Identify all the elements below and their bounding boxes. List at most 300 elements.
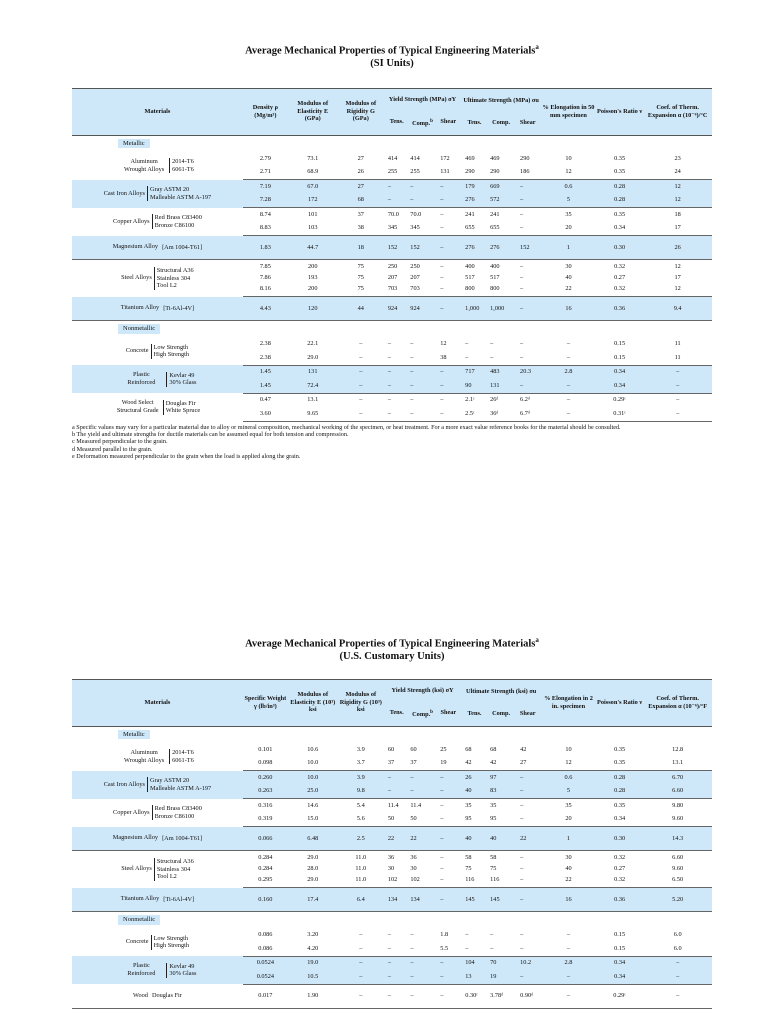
table-cell: 0.36 [596,888,643,912]
table-cell: – [436,956,461,970]
table-cell: 25.0 [288,785,338,799]
table-cell: 10.2 [516,956,541,970]
material-group-name: Aluminum Wrought Alloys [124,157,165,173]
table-cell: 37 [357,210,364,218]
material-subtype: Malleable ASTM A-197 [149,784,212,792]
table-cell: – [436,297,461,321]
table-cell: – [384,180,406,194]
header-poisson: Poisson's Ratio ν [596,679,643,726]
category-metallic-row [72,135,712,152]
table-cell: – [516,874,541,888]
table-cell: – [359,931,363,939]
table-cell: 11 [674,340,681,348]
material-group-name: Concrete [125,938,149,946]
table-row [72,393,712,407]
table-cell: 2.5 [338,827,384,851]
table-cell: 134 [406,888,436,912]
header-coef: Coef. of Therm. Expansion α (10⁻⁶)/°F [643,679,712,726]
table-cell: – [516,970,541,984]
header-comp-sup: b [430,118,433,124]
table-cell: 6.48 [288,827,338,851]
table-cell: 400 [490,262,500,270]
table-cell: 37 [406,757,436,771]
material-bracket [154,858,194,881]
table-cell: 102 [406,874,436,888]
table-cell: – [520,801,524,809]
category-nonmetallic-label: Nonmetallic [118,324,160,334]
table-cell: 68 [338,194,384,208]
table-cell: – [516,222,541,236]
table-cell: 11.4 [410,801,422,809]
table-cell: – [520,340,524,348]
table-cell: 255 [406,166,436,180]
table-cell: 1.8 [440,931,449,939]
footnote: c Measured perpendicular to the grain. [72,438,168,446]
table-cell: 0.35 [596,757,643,771]
table-cell: – [384,407,406,421]
table-cell: 60 [387,745,395,753]
table-cell: 9.60 [672,865,684,873]
table-cell: – [486,942,516,956]
header-modulus_e: Modulus of Elasticity E (10³) ksi [288,679,338,726]
material-subtype: Tool L2 [156,873,177,880]
material-subtype: Red Brass C83400 [154,805,202,812]
table-cell: 3.7 [338,757,384,771]
table-cell: 3.78ᵈ [486,984,516,1008]
table-cell: 23 [674,154,681,162]
table-cell: 0.086 [258,931,273,939]
header-yield [384,679,461,726]
table-cell: – [406,379,436,393]
material-subtype: Gray ASTM 20 [149,777,190,784]
table-cell: 0.101 [258,745,273,753]
table-cell: – [541,970,596,984]
table-cell: – [338,970,384,984]
table-cell: 50 [384,813,406,827]
table-cell: 5.20 [643,888,712,912]
header-comp-label: Comp. [412,119,431,127]
table-cell: 0.90ᵈ [516,984,541,1008]
table-cell: 97 [486,771,516,785]
table-cell: – [436,407,461,421]
table-cell: 0.263 [243,785,288,799]
category-nonmetallic-row [72,321,712,338]
table-cell: 0.35 [614,154,626,162]
table-cell: 483 [486,365,516,379]
material-subtype: Malleable ASTM A-197 [149,193,212,201]
table-cell: 0.284 [258,865,273,873]
table-cell: 0.31ᶜ [596,407,643,421]
header-tens: Tens. [467,709,482,717]
table-cell: 120 [288,297,338,321]
table-row [72,771,712,785]
table-cell: – [387,931,392,939]
material-group-name: Cast Iron Alloys [103,189,145,197]
table-cell: 5 [541,785,596,799]
us-title: Average Mechanical Properties of Typical Engineering Materials$^a$ [245,636,539,650]
table-cell: 30 [565,853,572,861]
material-bracket [169,158,194,173]
header-tens: Tens. [389,708,404,716]
table-cell: 36 [410,853,417,861]
header-elong: % Elongation in 2 in. specimen [541,679,596,726]
table-cell: – [436,194,461,208]
table-cell: – [541,379,596,393]
table-cell: – [436,827,461,851]
table-cell: 11.0 [355,865,367,873]
table-row [72,152,712,166]
table-cell: 0.32 [614,262,626,270]
table-cell: 20 [541,813,596,827]
table-cell: 116 [486,874,516,888]
table-cell: 75 [490,865,497,873]
table-cell: 17.4 [288,888,338,912]
table-cell: – [440,210,444,218]
table-cell: 12 [643,194,712,208]
table-cell: 6.50 [643,874,712,888]
table-cell: 17 [674,274,681,282]
material-subtype: Kevlar 49 [169,962,195,970]
table-cell: 11.0 [338,874,384,888]
table-row [72,956,712,970]
table-cell: 152 [516,236,541,260]
table-cell: 276 [461,236,486,260]
table-cell: 68.9 [288,166,338,180]
header-elong: % Elongation in 50 mm specimen [541,88,596,135]
table-cell: 22.1 [307,340,319,348]
material-group-name: Magnesium Alloy [112,243,159,251]
material-group-name: Steel Alloys [121,274,152,282]
header-comp [488,119,515,127]
footnote: b The yield and ultimate strengths for ductile materials can be assumed equal for both tension and compression. [72,430,349,438]
material-bracket [150,992,182,1000]
header-ultimate-title: Ultimate Strength (MPa) σu [463,96,539,104]
table-cell: – [566,340,571,348]
header-tens: Tens. [467,118,482,126]
table-cell: 14.6 [307,801,319,809]
header-comp-label: Comp. [492,709,511,717]
table-cell: 250 [387,262,398,270]
table-row [72,888,712,912]
table-cell: 0.066 [243,827,288,851]
table-cell: 40 [565,274,572,282]
header-shear: Shear [440,708,457,716]
material-group-name: Titanium Alloy [120,895,160,903]
header-modulus_e: Modulus of Elasticity E (GPa) [288,88,338,135]
header-shear: Shear [519,709,536,717]
table-cell: 145 [486,888,516,912]
table-cell: 20 [541,222,596,236]
table-cell: – [566,931,571,939]
header-comp-sup: b [430,709,433,715]
category-metallic-row [72,726,712,743]
table-cell: – [440,396,444,404]
material-subtype: 2014-T6 [172,158,194,165]
table-cell: 414 [410,154,420,162]
table-row [72,827,712,851]
table-cell: 26 [643,236,712,260]
table-cell: 241 [465,210,475,218]
table-cell: 207 [387,274,398,282]
header-modulus_g: Modulus of Rigidity G (10³) ksi [338,679,384,726]
table-cell: – [359,396,363,404]
table-cell: 0.32 [614,853,626,861]
table-cell: – [384,942,406,956]
table-cell: – [520,865,524,873]
table-row [72,208,712,222]
header-yield-title: Yield Strength (ksi) σY [391,686,454,694]
table-cell: 207 [410,274,420,282]
table-cell: 116 [461,874,486,888]
table-cell: – [338,407,384,421]
table-cell: – [516,771,541,785]
material-subtype: Low Strength [153,934,189,942]
table-cell: – [436,180,461,194]
table-cell: 58 [490,853,497,861]
table-cell: 0.34 [596,365,643,379]
table-cell: 134 [384,888,406,912]
material-group-name: Copper Alloys [113,217,150,225]
us-subtitle: (U.S. Customary Units) [339,650,445,662]
table-cell: 17 [643,222,712,236]
table-cell: 75 [357,274,364,282]
table-cell: 12.8 [672,745,684,753]
table-cell: 2.79 [259,154,271,162]
table-cell: 24 [643,166,712,180]
table-cell: 44.7 [288,236,338,260]
table-cell: 13 [461,970,486,984]
table-cell: 0.284 [258,853,273,861]
table-cell: – [406,942,436,956]
header-ultimate [461,679,541,726]
table-cell: 1.90 [288,984,338,1008]
material-subtype: Low Strength [153,343,189,351]
table-cell: 35 [465,801,472,809]
table-cell: 12 [541,166,596,180]
table-cell: 29.0 [288,351,338,365]
table-cell: 0.295 [243,874,288,888]
table-cell: 72.4 [288,379,338,393]
table-cell: 0.15 [614,931,626,939]
table-cell: 0.30 [596,827,643,851]
table-cell: – [338,351,384,365]
table-cell: – [338,365,384,379]
table-cell: 1.83 [243,236,288,260]
material-group-name: Copper Alloys [113,808,150,816]
table-cell: 4.43 [243,297,288,321]
table-cell: 67.0 [288,180,338,194]
table-cell: – [440,801,444,809]
table-cell: 70 [486,956,516,970]
table-cell: 6.4 [338,888,384,912]
table-cell: 276 [486,236,516,260]
table-cell: 655 [486,222,516,236]
table-cell: 22 [384,827,406,851]
table-cell: – [643,365,712,379]
material-subtype: 6061-T6 [172,165,194,173]
table-cell: – [643,984,712,1008]
category-metallic-label: Metallic [118,730,150,740]
table-cell: 36ᵈ [486,407,516,421]
table-cell: 655 [461,222,486,236]
table-cell: – [410,340,414,348]
table-cell: 26ᵈ [490,396,499,404]
table-cell: 68 [490,745,497,753]
table-cell: 12 [541,757,596,771]
table-cell: 30 [565,262,572,270]
table-cell: – [384,351,406,365]
table-cell: 0.35 [614,801,626,809]
header-yield [384,88,461,135]
table-cell: 40 [486,827,516,851]
material-bracket [147,186,211,201]
table-cell: 3.60 [243,407,288,421]
material-bracket [160,244,202,252]
table-cell: 3.9 [338,771,384,785]
table-cell: 2.1ᶜ [465,396,475,404]
table-cell: – [410,396,414,404]
table-cell: 30 [410,865,417,873]
table-cell: 10.5 [288,970,338,984]
table-cell: 345 [406,222,436,236]
table-cell: – [461,942,486,956]
table-cell: – [440,274,444,282]
material-bracket [166,963,196,978]
table-cell: 200 [308,262,318,270]
table-row [72,928,712,942]
table-cell: 42 [461,757,486,771]
table-cell: 5 [541,194,596,208]
table-cell: 0.6 [541,771,596,785]
material-bracket [161,305,194,313]
table-cell: 9.65 [288,407,338,421]
table-cell: 0.47 [259,396,271,404]
material-subtype: Stainless 304 [156,274,191,282]
material-group-name: Plastic Reinforced [127,962,156,977]
table-cell: 0.098 [243,757,288,771]
table-cell: – [387,396,391,404]
table-cell: 0.260 [243,771,288,785]
material-subtype: Structural A36 [156,858,194,865]
table-cell: – [643,970,712,984]
table-cell: 2.71 [243,166,288,180]
us-table [72,679,712,1009]
table-cell: – [338,379,384,393]
footnote: d Measured parallel to the grain. [72,445,153,453]
table-cell: 0.34 [596,956,643,970]
table-cell: – [643,379,712,393]
table-cell: – [516,379,541,393]
material-bracket [163,400,200,415]
table-cell: 13.1 [643,757,712,771]
table-cell: 241 [490,210,500,218]
table-cell: 517 [465,274,475,282]
table-cell: 290 [520,154,530,162]
table-cell: 345 [384,222,406,236]
table-cell: 101 [308,210,318,218]
material-subtype: High Strength [153,351,190,358]
table-cell: – [520,853,524,861]
table-cell: 37 [384,757,406,771]
material-subtype: High Strength [153,942,190,949]
header-materials: Materials [72,88,243,135]
header-shear: Shear [440,117,457,125]
table-cell: 0.32 [596,283,643,297]
table-cell: – [436,888,461,912]
table-cell: 0.35 [614,745,626,753]
material-subtype: Douglas Fir [165,399,196,407]
table-cell: – [516,785,541,799]
table-cell: 0.15 [596,351,643,365]
table-cell: 95 [486,813,516,827]
table-row [72,297,712,321]
table-cell: – [516,194,541,208]
table-cell: 6.0 [673,931,682,939]
table-cell: 276 [461,194,486,208]
material-subtype: 2014-T6 [172,749,194,756]
material-subtype: Structural A36 [156,267,194,274]
table-cell: 517 [490,274,500,282]
table-cell: 0.30ᶜ [461,984,486,1008]
table-row [72,180,712,194]
table-cell: 75 [357,262,364,270]
table-cell: – [384,194,406,208]
table-cell: 0.34 [596,379,643,393]
material-bracket [151,344,190,359]
category-nonmetallic-row [72,912,712,929]
table-cell: – [541,407,596,421]
table-cell: 7.85 [259,262,271,270]
table-cell: 0.30 [596,236,643,260]
material-group-name: Plastic Reinforced [127,371,156,386]
header-density: Density ρ (Mg/m³) [243,88,288,135]
header-density: Specific Weight γ (lb/in³) [243,679,288,726]
header-coef: Coef. of Therm. Expansion α (10⁻⁶)/°C [643,88,712,135]
material-subtype: 6061-T6 [172,756,194,764]
table-cell: 0.086 [243,942,288,956]
table-cell: – [436,970,461,984]
table-row [72,236,712,260]
table-cell: 28.0 [307,865,319,873]
table-cell: 0.34 [596,970,643,984]
material-bracket [169,749,194,764]
table-cell: – [516,351,541,365]
header-ultimate-title: Ultimate Strength (ksi) σu [465,687,537,695]
table-cell: 26 [461,771,486,785]
table-cell: 0.28 [596,180,643,194]
table-cell: 6.70 [643,771,712,785]
table-cell: 0.29ᶜ [613,396,626,404]
table-cell: 0.0524 [243,970,288,984]
table-cell: 0.35 [596,166,643,180]
table-cell: 2.38 [243,351,288,365]
material-subtype: Kevlar 49 [169,371,195,379]
table-cell: 152 [406,236,436,260]
table-cell: 35 [565,210,572,218]
table-cell: 145 [461,888,486,912]
footnote: e Deformation measured perpendicular to the grain when the load is applied along the grain. [72,453,301,461]
table-cell: 6.0 [643,942,712,956]
table-cell: – [465,931,469,939]
table-cell: 30 [387,865,395,873]
table-cell: 19 [486,970,516,984]
material-group-name: Wood [133,991,148,999]
table-cell: – [406,771,436,785]
table-cell: 50 [406,813,436,827]
table-cell: 9.80 [672,801,684,809]
material-bracket [147,777,211,792]
material-bracket [161,896,194,904]
